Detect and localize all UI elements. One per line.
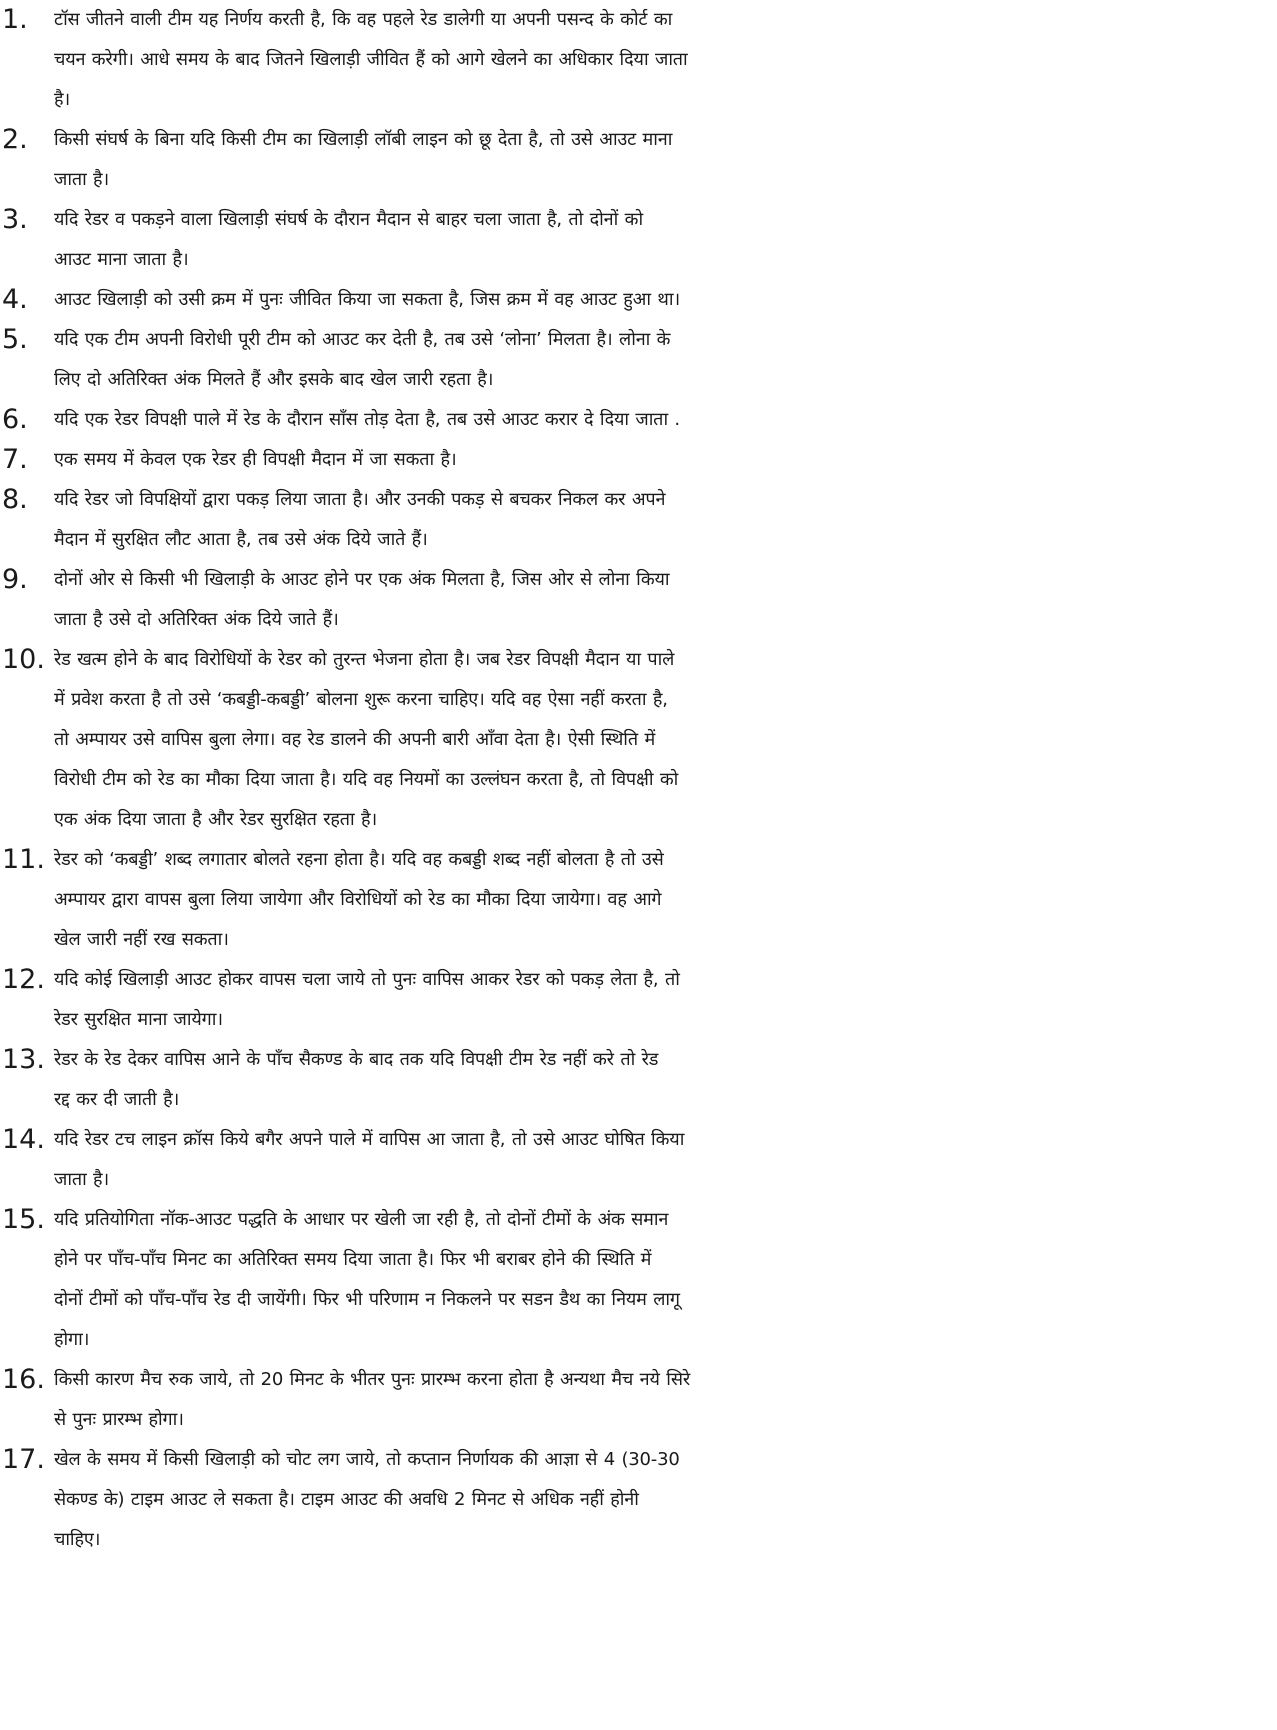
rule-text (54, 560, 1274, 640)
rule-text-line: है। (54, 89, 70, 110)
rule-item (0, 1120, 1277, 1200)
rule-text-line: यदि एक टीम अपनी विरोधी पूरी टीम को आउट कर देती है, तब उसे ‘लोना’ मिलता है। लोना के (54, 329, 671, 350)
rule-number: 11. (2, 844, 45, 875)
rule-text-line: जाता है उसे दो अतिरिक्त अंक दिये जाते हैं। (54, 609, 339, 630)
rule-number: 16. (2, 1364, 45, 1395)
rule-text-line: यदि प्रतियोगिता नॉक-आउट पद्धति के आधार पर खेली जा रही है, तो दोनों टीमों के अंक समान (54, 1209, 669, 1230)
rule-text (54, 1440, 1274, 1560)
rule-text-line: विरोधी टीम को रेड का मौका दिया जाता है। यदि वह नियमों का उल्लंघन करता है, तो विपक्षी को (54, 769, 679, 790)
rule-text (54, 1120, 1274, 1200)
rule-text-line: खेल जारी नहीं रख सकता। (54, 929, 229, 950)
rule-item (0, 480, 1277, 560)
rule-number: 9. (2, 564, 28, 595)
rule-text (54, 320, 1274, 400)
rule-text-line: होने पर पाँच-पाँच मिनट का अतिरिक्त समय दिया जाता है। फिर भी बराबर होने की स्थिति में (54, 1249, 652, 1270)
rule-text-line: किसी संघर्ष के बिना यदि किसी टीम का खिलाड़ी लॉबी लाइन को छू देता है, तो उसे आउट माना (54, 129, 673, 150)
rule-text-line: रेडर को ‘कबड्डी’ शब्द लगातार बोलते रहना होता है। यदि वह कबड्डी शब्द नहीं बोलता है तो उसे (54, 849, 664, 870)
rule-text (54, 840, 1274, 960)
rule-text-line: चयन करेगी। आधे समय के बाद जितने खिलाड़ी जीवित हैं को आगे खेलने का अधिकार दिया जाता (54, 49, 688, 70)
rule-text-line: मैदान में सुरक्षित लौट आता है, तब उसे अंक दिये जाते हैं। (54, 529, 428, 550)
rule-number: 4. (2, 284, 28, 315)
rule-text (54, 0, 1274, 120)
rule-text-line: चाहिए। (54, 1529, 101, 1550)
rule-text-line: खेल के समय में किसी खिलाड़ी को चोट लग जाये, तो कप्तान निर्णायक की आज्ञा से 4 (30-30 (54, 1449, 680, 1470)
rule-text (54, 640, 1274, 840)
rule-item (0, 1040, 1277, 1120)
rule-text-line: एक अंक दिया जाता है और रेडर सुरक्षित रहता है। (54, 809, 377, 830)
rule-text-line: जाता है। (54, 1169, 110, 1190)
rule-item (0, 640, 1277, 840)
rule-number: 6. (2, 404, 28, 435)
rule-text-line: यदि रेडर टच लाइन क्रॉस किये बगैर अपने पाले में वापिस आ जाता है, तो उसे आउट घोषित किया (54, 1129, 685, 1150)
rule-item (0, 320, 1277, 400)
rule-number: 3. (2, 204, 28, 235)
rule-item (0, 200, 1277, 280)
rule-text (54, 400, 1274, 440)
rule-text-line: यदि रेडर जो विपक्षियों द्वारा पकड़ लिया जाता है। और उनकी पकड़ से बचकर निकल कर अपने (54, 489, 666, 510)
rule-number: 8. (2, 484, 28, 515)
rule-text-line: आउट खिलाड़ी को उसी क्रम में पुनः जीवित किया जा सकता है, जिस क्रम में वह आउट हुआ था। (54, 289, 680, 310)
rule-number: 1. (2, 4, 28, 35)
rule-text (54, 1360, 1274, 1440)
rule-text-line: यदि एक रेडर विपक्षी पाले में रेड के दौरान साँस तोड़ देता है, तब उसे आउट करार दे दिया जाता . (54, 409, 680, 430)
rule-text-line: अम्पायर द्वारा वापस बुला लिया जायेगा और विरोधियों को रेड का मौका दिया जायेगा। वह आगे (54, 889, 662, 910)
rule-item (0, 960, 1277, 1040)
rule-item (0, 0, 1277, 120)
rule-text-line: तो अम्पायर उसे वापिस बुला लेगा। वह रेड डालने की अपनी बारी आँवा देता है। ऐसी स्थिति में (54, 729, 656, 750)
rule-text-line: आउट माना जाता है। (54, 249, 189, 270)
rule-text (54, 960, 1274, 1040)
rule-number: 14. (2, 1124, 45, 1155)
rule-text-line: यदि कोई खिलाड़ी आउट होकर वापस चला जाये तो पुनः वापिस आकर रेडर को पकड़ लेता है, तो (54, 969, 680, 990)
rule-text (54, 440, 1274, 480)
rule-text-line: से पुनः प्रारम्भ होगा। (54, 1409, 184, 1430)
rule-text-line: किसी कारण मैच रुक जाये, तो 20 मिनट के भीतर पुनः प्रारम्भ करना होता है अन्यथा मैच नये सिरे (54, 1369, 690, 1390)
rule-number: 15. (2, 1204, 45, 1235)
rule-text (54, 480, 1274, 560)
rule-item (0, 440, 1277, 480)
rule-text-line: दोनों टीमों को पाँच-पाँच रेड दी जायेंगी। फिर भी परिणाम न निकलने पर सडन डैथ का नियम लागू (54, 1289, 680, 1310)
rule-text-line: रेडर के रेड देकर वापिस आने के पाँच सैकण्ड के बाद तक यदि विपक्षी टीम रेड नहीं करे तो रेड (54, 1049, 659, 1070)
rule-text-line: में प्रवेश करता है तो उसे ‘कबड्डी-कबड्डी’ बोलना शुरू करना चाहिए। यदि वह ऐसा नहीं करता है, (54, 689, 668, 710)
rule-item (0, 840, 1277, 960)
rule-number: 7. (2, 444, 28, 475)
rule-item (0, 1360, 1277, 1440)
rule-text-line: रद्द कर दी जाती है। (54, 1089, 180, 1110)
rule-number: 5. (2, 324, 28, 355)
rule-text (54, 1040, 1274, 1120)
rule-text-line: दोनों ओर से किसी भी खिलाड़ी के आउट होने पर एक अंक मिलता है, जिस ओर से लोना किया (54, 569, 670, 590)
rule-text-line: टॉस जीतने वाली टीम यह निर्णय करती है, कि वह पहले रेड डालेगी या अपनी पसन्द के कोर्ट का (54, 9, 673, 30)
rule-number: 13. (2, 1044, 45, 1075)
rule-item (0, 1440, 1277, 1560)
rule-text (54, 1200, 1274, 1360)
rule-number: 17. (2, 1444, 45, 1475)
rule-text-line: जाता है। (54, 169, 110, 190)
rule-text (54, 280, 1274, 320)
rule-text-line: सेकण्ड के) टाइम आउट ले सकता है। टाइम आउट की अवधि 2 मिनट से अधिक नहीं होनी (54, 1489, 639, 1510)
rule-text (54, 200, 1274, 280)
rule-text-line: यदि रेडर व पकड़ने वाला खिलाड़ी संघर्ष के दौरान मैदान से बाहर चला जाता है, तो दोनों को (54, 209, 643, 230)
rule-item (0, 120, 1277, 200)
rule-number: 10. (2, 644, 45, 675)
rule-text-line: एक समय में केवल एक रेडर ही विपक्षी मैदान में जा सकता है। (54, 449, 457, 470)
rule-text-line: रेडर सुरक्षित माना जायेगा। (54, 1009, 223, 1030)
rule-text-line: रेड खत्म होने के बाद विरोधियों के रेडर को तुरन्त भेजना होता है। जब रेडर विपक्षी मैदान या पाले (54, 649, 675, 670)
rule-item (0, 560, 1277, 640)
rule-item (0, 280, 1277, 320)
rule-text-line: लिए दो अतिरिक्त अंक मिलते हैं और इसके बाद खेल जारी रहता है। (54, 369, 494, 390)
rule-number: 12. (2, 964, 45, 995)
rule-text-line: होगा। (54, 1329, 90, 1350)
rule-item (0, 400, 1277, 440)
rule-text (54, 120, 1274, 200)
rule-item (0, 1200, 1277, 1360)
rule-number: 2. (2, 124, 28, 155)
